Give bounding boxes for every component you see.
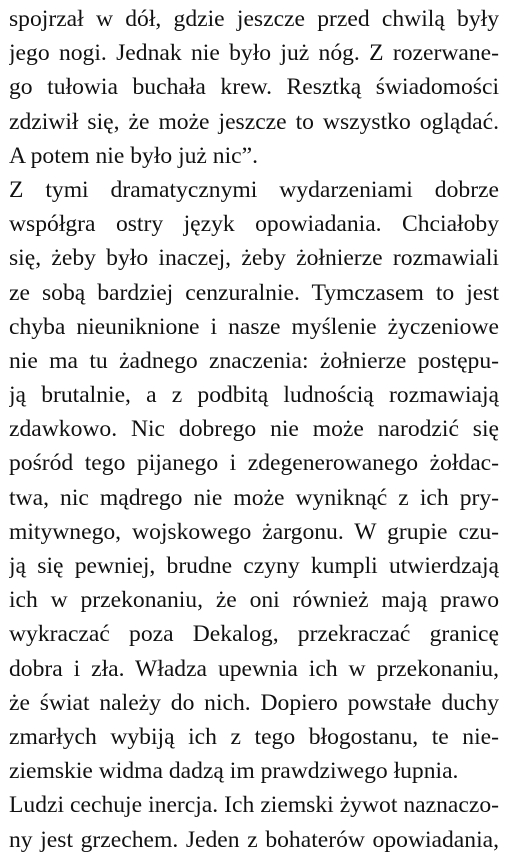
text-line: zdziwił się, że może jeszcze to wszystko oglądać. xyxy=(9,108,499,135)
text-line: wykraczać poza Dekalog, przekraczać granicę xyxy=(9,621,499,648)
text-line: zdawkowo. Nic dobrego nie może narodzić się xyxy=(9,416,499,443)
text-line: ją się pewniej, brudne czyny kumpli utwierdzają xyxy=(9,553,499,579)
text-line: ich w przekonaniu, że oni również mają prawo xyxy=(9,587,499,614)
text-line: ziemskie widma dadzą im prawdziwego łupnia. xyxy=(9,758,459,785)
text-line: nie ma tu żadnego znaczenia: żołnierze postępu- xyxy=(9,347,499,374)
text-line: spojrzał w dół, gdzie jeszcze przed chwilą były xyxy=(9,6,499,32)
text-line: ny jest grzechem. Jeden z bohaterów opowiadania, xyxy=(9,826,499,853)
text-line: dobra i zła. Władza upewnia ich w przekonaniu, xyxy=(9,655,499,682)
text-line: A potem nie było już nic”. xyxy=(9,142,258,169)
text-line: mitywnego, wojskowego żargonu. W grupie czu- xyxy=(9,518,499,545)
text-line: że świat należy do nich. Dopiero powstałe duchy xyxy=(9,689,499,716)
text-line: chyba nieuniknione i nasze myślenie życzeniowe xyxy=(9,313,499,340)
text-line: ze sobą bardziej cenzuralnie. Tymczasem to jest xyxy=(9,279,499,306)
text-line: się, żeby było inaczej, żeby żołnierze rozmawiali xyxy=(9,245,499,272)
text-line: współgra ostry język opowiadania. Chciałoby xyxy=(9,211,499,238)
text-line: go tułowia buchała krew. Resztką świadomości xyxy=(9,74,499,101)
text-line: pośród tego pijanego i zdegenerowanego żołdac- xyxy=(9,450,499,477)
text-line: jego nogi. Jednak nie było już nóg. Z rozerwane- xyxy=(9,40,499,67)
body-text xyxy=(9,2,499,855)
text-line: ją brutalnie, a z podbitą ludnością rozmawiają xyxy=(9,382,499,409)
text-line: zmarłych wybiją ich z tego błogostanu, te nie- xyxy=(9,723,499,750)
text-line: Z tymi dramatycznymi wydarzeniami dobrze xyxy=(9,176,499,203)
text-line: twa, nic mądrego nie może wyniknąć z ich pry- xyxy=(9,484,499,511)
text-line: Ludzi cechuje inercja. Ich ziemski żywot naznaczo- xyxy=(9,792,499,819)
